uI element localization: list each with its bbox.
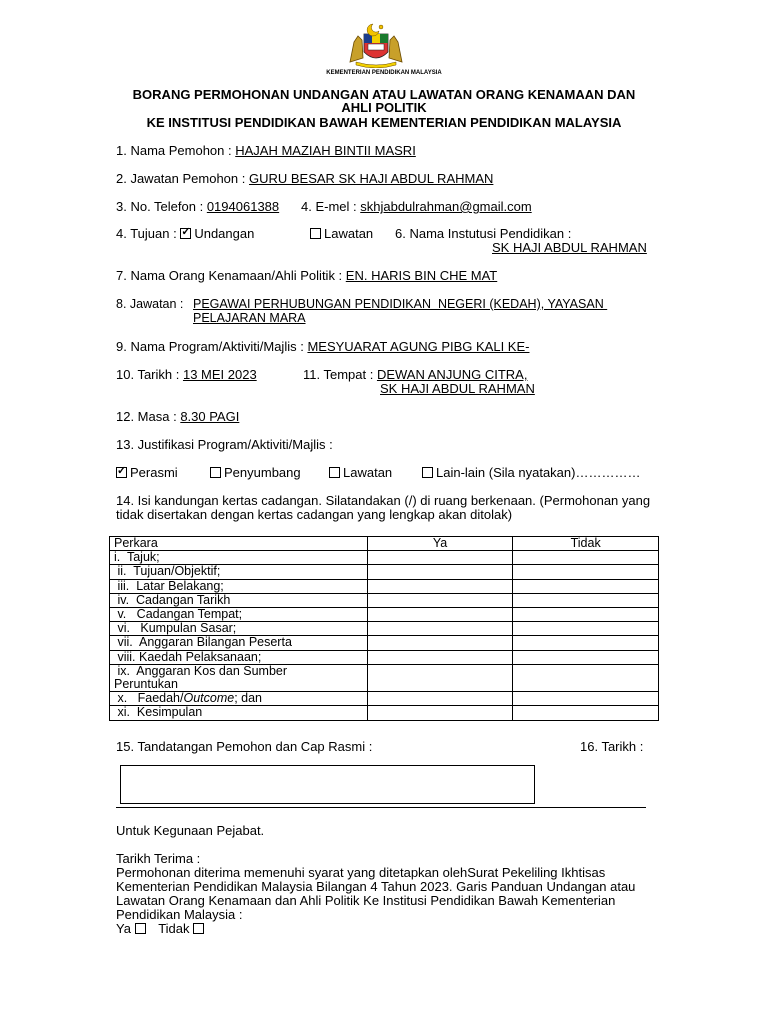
signature-box[interactable] bbox=[120, 765, 535, 804]
cell-tidak[interactable] bbox=[513, 664, 659, 691]
label: 3. No. Telefon : bbox=[116, 199, 207, 214]
table-row bbox=[110, 579, 659, 593]
field-email bbox=[301, 199, 532, 214]
field-masa bbox=[116, 409, 239, 424]
ministry-crest-logo bbox=[346, 22, 406, 68]
form-title-line3: KE INSTITUSI PENDIDIKAN BAWAH KEMENTERIAN PENDIDIKAN MALAYSIA bbox=[146, 115, 622, 130]
header-tidak: Tidak bbox=[513, 537, 659, 551]
row-label: i. Tajuk; bbox=[110, 551, 368, 565]
row-label-line1: ix. Anggaran Kos dan Sumber bbox=[114, 663, 288, 678]
table-row bbox=[110, 593, 659, 607]
field-jawatan-label: 8. Jawatan : bbox=[116, 297, 184, 311]
value: MESYUARAT AGUNG PIBG KALI KE- bbox=[307, 339, 530, 354]
table-row bbox=[110, 706, 659, 720]
option-label: Lawatan bbox=[324, 226, 374, 241]
option-perasmi bbox=[116, 465, 178, 480]
row-label bbox=[110, 664, 368, 691]
table-row bbox=[110, 650, 659, 664]
checkbox-lawatan-justifikasi[interactable] bbox=[329, 467, 340, 478]
table-row bbox=[110, 551, 659, 565]
field-tujuan bbox=[116, 226, 254, 241]
checkbox-ya[interactable] bbox=[135, 923, 146, 934]
table-header-row bbox=[110, 537, 659, 551]
field-tarikh bbox=[116, 367, 257, 382]
label: 1. Nama Pemohon : bbox=[116, 143, 236, 158]
cell-tidak[interactable] bbox=[513, 650, 659, 664]
cell-tidak[interactable] bbox=[513, 608, 659, 622]
checkbox-undangan[interactable] bbox=[180, 228, 191, 239]
cell-ya[interactable] bbox=[367, 608, 513, 622]
label: 4. E-mel : bbox=[301, 199, 361, 214]
checkbox-lain-lain[interactable] bbox=[422, 467, 433, 478]
form-title-line2: AHLI POLITIK bbox=[341, 100, 427, 115]
ya-label: Ya bbox=[116, 921, 131, 936]
label: 9. Nama Program/Aktiviti/Majlis : bbox=[116, 339, 308, 354]
field-isi-kandungan-line1: 14. Isi kandungan kertas cadangan. Silatandakan (/) di ruang berkenaan. (Permohonan yang bbox=[116, 493, 651, 508]
approval-paragraph-line1: Permohonan diterima memenuhi syarat yang ditetapkan olehSurat Pekeliling Ikhtisas bbox=[116, 865, 606, 880]
cell-tidak[interactable] bbox=[513, 579, 659, 593]
field-nama-program bbox=[116, 339, 529, 354]
field-tujuan-lawatan bbox=[310, 226, 373, 241]
row-label: viii. Kaedah Pelaksanaan; bbox=[110, 650, 368, 664]
option-label: Lain-lain (Sila nyatakan)…………… bbox=[436, 465, 641, 480]
row-label: v. Cadangan Tempat; bbox=[110, 608, 368, 622]
field-institusi-value: SK HAJI ABDUL RAHMAN bbox=[492, 240, 647, 255]
cell-tidak[interactable] bbox=[513, 593, 659, 607]
field-justifikasi-label: 13. Justifikasi Program/Aktiviti/Majlis : bbox=[116, 437, 333, 452]
header-perkara: Perkara bbox=[110, 537, 368, 551]
cell-tidak[interactable] bbox=[513, 706, 659, 720]
option-lain-lain bbox=[422, 465, 640, 480]
approval-options bbox=[116, 921, 207, 936]
value: 0194061388 bbox=[206, 199, 280, 214]
cell-ya[interactable] bbox=[367, 565, 513, 579]
cell-ya[interactable] bbox=[367, 622, 513, 636]
row-label: iii. Latar Belakang; bbox=[110, 579, 368, 593]
value: EN. HARIS BIN CHE MAT bbox=[345, 268, 498, 283]
option-label: Undangan bbox=[194, 226, 255, 241]
checkbox-tidak[interactable] bbox=[193, 923, 204, 934]
cell-tidak[interactable] bbox=[513, 636, 659, 650]
cell-ya[interactable] bbox=[367, 664, 513, 691]
value: 8.30 PAGI bbox=[180, 409, 240, 424]
field-nama-orang-kenamaan bbox=[116, 268, 497, 283]
row-label: xi. Kesimpulan bbox=[110, 706, 368, 720]
value: 13 MEI 2023 bbox=[182, 367, 257, 382]
office-use-heading: Untuk Kegunaan Pejabat. bbox=[116, 823, 265, 838]
ministry-caption: KEMENTERIAN PENDIDIKAN MALAYSIA bbox=[326, 70, 442, 76]
approval-paragraph-line4: Pendidikan Malaysia : bbox=[116, 907, 243, 922]
row-label-part: ; dan bbox=[234, 691, 263, 706]
cell-ya[interactable] bbox=[367, 593, 513, 607]
cell-tidak[interactable] bbox=[513, 565, 659, 579]
row-label: iv. Cadangan Tarikh bbox=[110, 593, 368, 607]
value: skhjabdulrahman@gmail.com bbox=[360, 199, 532, 214]
divider-line bbox=[116, 807, 646, 808]
table-row bbox=[110, 622, 659, 636]
value: GURU BESAR SK HAJI ABDUL RAHMAN bbox=[248, 171, 494, 186]
checkbox-penyumbang[interactable] bbox=[210, 467, 221, 478]
field-jawatan-pemohon bbox=[116, 171, 493, 186]
field-jawatan-value-line2: PELAJARAN MARA bbox=[193, 311, 306, 325]
tarikh-terima-label: Tarikh Terima : bbox=[116, 851, 201, 866]
label: 10. Tarikh : bbox=[116, 367, 183, 382]
field-tempat bbox=[303, 367, 527, 382]
row-label-line2: Peruntukan bbox=[114, 677, 178, 692]
option-label: Penyumbang bbox=[224, 465, 301, 480]
row-label: ii. Tujuan/Objektif; bbox=[110, 565, 368, 579]
field-isi-kandungan-line2: tidak disertakan dengan kertas cadangan yang lengkap akan ditolak) bbox=[116, 507, 513, 522]
checklist-table bbox=[109, 536, 659, 721]
option-penyumbang bbox=[210, 465, 301, 480]
approval-paragraph-line3: Lawatan Orang Kenamaan dan Ahli Politik Ke Institusi Pendidikan Bawah Kementerian bbox=[116, 893, 616, 908]
label: 2. Jawatan Pemohon : bbox=[116, 171, 249, 186]
cell-ya[interactable] bbox=[367, 692, 513, 706]
field-jawatan-value-line1: PEGAWAI PERHUBUNGAN PENDIDIKAN NEGERI (KEDAH), YAYASAN bbox=[193, 297, 608, 311]
cell-tidak[interactable] bbox=[513, 622, 659, 636]
table-row bbox=[110, 664, 659, 691]
field-telefon bbox=[116, 199, 279, 214]
row-label-part: x. Faedah/ bbox=[114, 691, 184, 706]
approval-paragraph-line2: Kementerian Pendidikan Malaysia Bilangan 4 Tahun 2023. Garis Panduan Undangan atau bbox=[116, 879, 636, 894]
field-institusi-label: 6. Nama Instutusi Pendidikan : bbox=[395, 226, 572, 241]
field-tarikh-label: 16. Tarikh : bbox=[580, 739, 644, 754]
form-title-line1: BORANG PERMOHONAN UNDANGAN ATAU LAWATAN ORANG KENAMAAN DAN bbox=[132, 87, 636, 102]
cell-ya[interactable] bbox=[367, 551, 513, 565]
option-label: Perasmi bbox=[130, 465, 178, 480]
header-ya: Ya bbox=[367, 537, 513, 551]
field-nama-pemohon bbox=[116, 143, 416, 158]
table-row bbox=[110, 565, 659, 579]
cell-tidak[interactable] bbox=[513, 551, 659, 565]
option-lawatan bbox=[329, 465, 392, 480]
table-row bbox=[110, 608, 659, 622]
field-tandatangan-label: 15. Tandatangan Pemohon dan Cap Rasmi : bbox=[116, 739, 373, 754]
value: DEWAN ANJUNG CITRA, bbox=[376, 367, 528, 382]
cell-ya[interactable] bbox=[367, 579, 513, 593]
cell-ya[interactable] bbox=[367, 706, 513, 720]
cell-ya[interactable] bbox=[367, 636, 513, 650]
row-label-italic: Outcome bbox=[183, 691, 235, 706]
row-label: vii. Anggaran Bilangan Peserta bbox=[110, 636, 368, 650]
field-tempat-line2: SK HAJI ABDUL RAHMAN bbox=[380, 381, 535, 396]
label: 11. Tempat : bbox=[303, 367, 377, 382]
checkbox-perasmi[interactable] bbox=[116, 467, 127, 478]
tidak-label: Tidak bbox=[158, 921, 190, 936]
row-label: vi. Kumpulan Sasar; bbox=[110, 622, 368, 636]
cell-ya[interactable] bbox=[367, 650, 513, 664]
table-row bbox=[110, 636, 659, 650]
option-label: Lawatan bbox=[343, 465, 393, 480]
cell-tidak[interactable] bbox=[513, 692, 659, 706]
table-row bbox=[110, 692, 659, 706]
checkbox-lawatan[interactable] bbox=[310, 228, 321, 239]
value: HAJAH MAZIAH BINTII MASRI bbox=[235, 143, 416, 158]
label: 4. Tujuan : bbox=[116, 226, 181, 241]
row-label bbox=[110, 692, 368, 706]
label: 7. Nama Orang Kenamaan/Ahli Politik : bbox=[116, 268, 346, 283]
label: 12. Masa : bbox=[116, 409, 181, 424]
